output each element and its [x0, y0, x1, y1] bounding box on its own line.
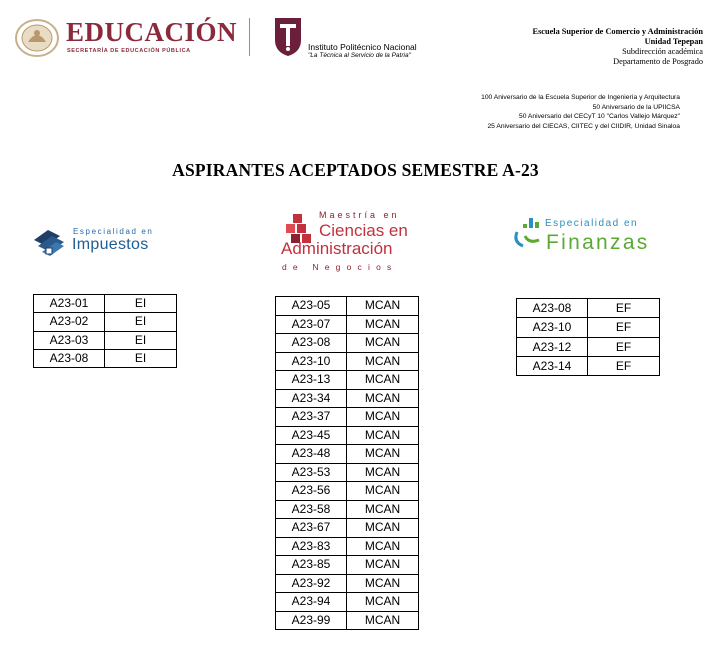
- school-info: [533, 27, 703, 67]
- applicant-id-cell: A23-37: [276, 408, 347, 427]
- table-row: [34, 331, 177, 349]
- program-code-cell: MCAN: [347, 352, 419, 371]
- table-row: [276, 445, 419, 464]
- mcan-logo-line1: Maestría en: [319, 210, 400, 220]
- impuestos-table: [33, 294, 177, 368]
- impuestos-logo: [32, 224, 187, 264]
- program-code-cell: EI: [105, 349, 177, 367]
- applicant-id-cell: A23-12: [517, 337, 588, 356]
- program-code-cell: MCAN: [347, 426, 419, 445]
- program-code-cell: MCAN: [347, 500, 419, 519]
- program-code-cell: EF: [588, 299, 660, 318]
- anniversary-line: 50 Aniversario del CECyT 10 "Carlos Vallejo Márquez": [519, 113, 680, 121]
- table-row: [276, 315, 419, 334]
- applicant-id-cell: A23-08: [34, 349, 105, 367]
- applicant-id-cell: A23-85: [276, 556, 347, 575]
- school-departamento: Departamento de Posgrado: [613, 57, 703, 66]
- program-code-cell: MCAN: [347, 611, 419, 630]
- applicant-id-cell: A23-02: [34, 313, 105, 331]
- impuestos-logo-small: Especialidad en: [73, 227, 154, 236]
- ipn-shield-logo: [273, 16, 303, 58]
- table-row: [276, 574, 419, 593]
- table-row: [276, 297, 419, 316]
- applicant-id-cell: A23-07: [276, 315, 347, 334]
- mcan-logo-line2: Ciencias en: [319, 221, 408, 240]
- sep-subtitle: SECRETARÍA DE EDUCACIÓN PÚBLICA: [67, 48, 191, 54]
- program-code-cell: MCAN: [347, 371, 419, 390]
- applicant-id-cell: A23-45: [276, 426, 347, 445]
- finanzas-table: [516, 298, 660, 376]
- program-code-cell: EI: [105, 295, 177, 313]
- program-code-cell: MCAN: [347, 574, 419, 593]
- program-code-cell: MCAN: [347, 556, 419, 575]
- mcan-logo-line4: de Negocios: [282, 262, 398, 272]
- table-row: [276, 371, 419, 390]
- table-row: [34, 295, 177, 313]
- table-row: [517, 337, 660, 356]
- table-row: [276, 611, 419, 630]
- table-row: [276, 482, 419, 501]
- table-row: [276, 500, 419, 519]
- applicant-id-cell: A23-34: [276, 389, 347, 408]
- anniversary-line: 50 Aniversario de la UPIICSA: [592, 103, 680, 111]
- table-row: [517, 356, 660, 375]
- table-row: [276, 463, 419, 482]
- table-row: [34, 349, 177, 367]
- anniversary-line: 25 Aniversario del CIECAS, CIITEC y del CIIDIR, Unidad Sinaloa: [487, 122, 680, 130]
- finanzas-logo: [513, 215, 673, 260]
- impuestos-logo-big: Impuestos: [72, 236, 149, 253]
- program-code-cell: MCAN: [347, 315, 419, 334]
- applicant-id-cell: A23-92: [276, 574, 347, 593]
- mcan-logo: [279, 210, 429, 280]
- header-divider: [249, 18, 250, 56]
- applicant-id-cell: A23-08: [517, 299, 588, 318]
- ipn-motto: "La Técnica al Servicio de la Patria": [308, 52, 411, 59]
- applicant-id-cell: A23-48: [276, 445, 347, 464]
- applicant-id-cell: A23-67: [276, 519, 347, 538]
- table-row: [276, 537, 419, 556]
- program-code-cell: MCAN: [347, 537, 419, 556]
- school-subdireccion: Subdirección académica: [622, 47, 703, 56]
- table-row: [276, 593, 419, 612]
- program-code-cell: MCAN: [347, 593, 419, 612]
- program-code-cell: MCAN: [347, 463, 419, 482]
- table-row: [276, 519, 419, 538]
- applicant-id-cell: A23-01: [34, 295, 105, 313]
- anniversaries: [481, 93, 680, 131]
- program-code-cell: MCAN: [347, 445, 419, 464]
- table-row: [276, 334, 419, 353]
- applicant-id-cell: A23-94: [276, 593, 347, 612]
- school-name: Escuela Superior de Comercio y Administración: [532, 27, 703, 36]
- table-row: [34, 313, 177, 331]
- program-code-cell: EF: [588, 318, 660, 337]
- applicant-id-cell: A23-10: [276, 352, 347, 371]
- table-row: [276, 352, 419, 371]
- program-code-cell: MCAN: [347, 297, 419, 316]
- program-code-cell: MCAN: [347, 519, 419, 538]
- program-code-cell: MCAN: [347, 482, 419, 501]
- table-row: [276, 556, 419, 575]
- table-row: [276, 389, 419, 408]
- ipn-name: Instituto Politécnico Nacional: [308, 42, 417, 52]
- program-code-cell: EF: [588, 356, 660, 375]
- applicant-id-cell: A23-58: [276, 500, 347, 519]
- table-row: [276, 426, 419, 445]
- applicant-id-cell: A23-03: [34, 331, 105, 349]
- program-code-cell: MCAN: [347, 334, 419, 353]
- program-code-cell: MCAN: [347, 389, 419, 408]
- applicant-id-cell: A23-83: [276, 537, 347, 556]
- applicant-id-cell: A23-10: [517, 318, 588, 337]
- school-unit: Unidad Tepepan: [644, 37, 703, 46]
- applicant-id-cell: A23-08: [276, 334, 347, 353]
- program-code-cell: EI: [105, 313, 177, 331]
- mcan-logo-line3: Administración: [281, 239, 393, 258]
- finanzas-logo-big: Finanzas: [546, 231, 650, 254]
- applicant-id-cell: A23-05: [276, 297, 347, 316]
- applicant-id-cell: A23-53: [276, 463, 347, 482]
- finanzas-logo-small: Especialidad en: [545, 218, 639, 229]
- page-title: ASPIRANTES ACEPTADOS SEMESTRE A-23: [172, 160, 539, 180]
- table-row: [276, 408, 419, 427]
- program-code-cell: EI: [105, 331, 177, 349]
- sep-seal-logo: [14, 18, 60, 58]
- anniversary-line: 100 Aniversario de la Escuela Superior de Ingeniería y Arquitectura: [481, 94, 680, 101]
- mcan-table: [275, 296, 419, 630]
- applicant-id-cell: A23-13: [276, 371, 347, 390]
- applicant-id-cell: A23-14: [517, 356, 588, 375]
- program-code-cell: MCAN: [347, 408, 419, 427]
- program-code-cell: EF: [588, 337, 660, 356]
- applicant-id-cell: A23-99: [276, 611, 347, 630]
- sep-title: EDUCACIÓN: [66, 17, 238, 47]
- table-row: [517, 318, 660, 337]
- growth-chart-icon: [513, 216, 545, 252]
- documents-icon: [32, 226, 74, 256]
- applicant-id-cell: A23-56: [276, 482, 347, 501]
- table-row: [517, 299, 660, 318]
